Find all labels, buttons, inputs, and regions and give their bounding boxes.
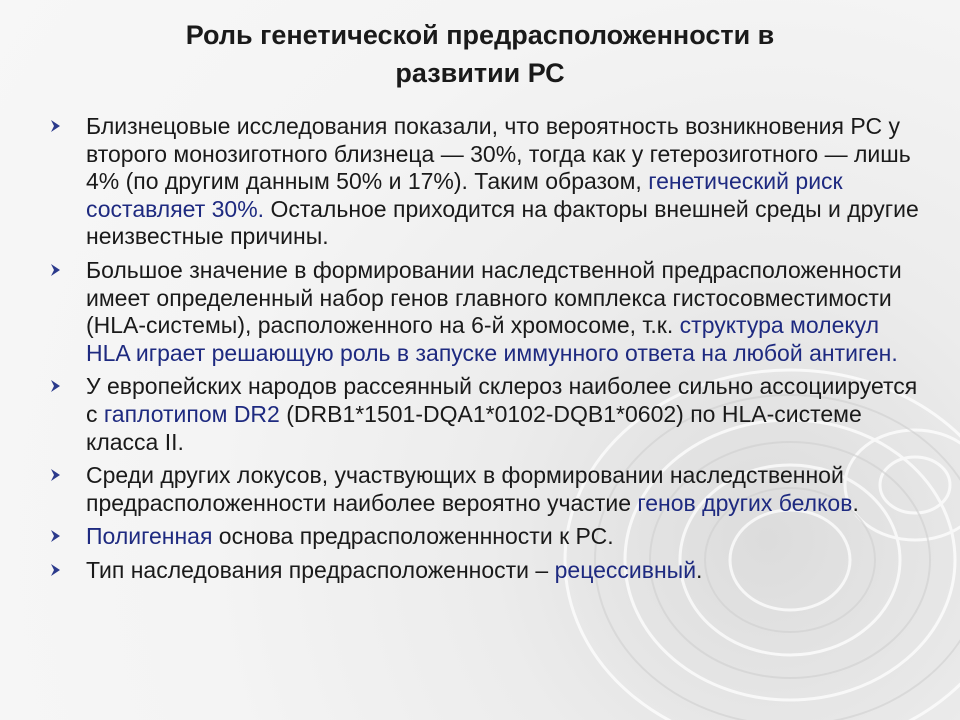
arrow-marker-icon <box>48 563 62 577</box>
bullet-item <box>48 462 928 517</box>
bullet-item <box>48 557 928 585</box>
slide-title-line-2: развитии РС <box>395 58 565 88</box>
bullet-text: . <box>696 556 703 583</box>
bullet-item <box>48 523 928 551</box>
bullet-text: Остальное приходится на факторы внешней среды и другие неизвестные причины. <box>86 195 919 250</box>
bullet-text: Близнецовые исследования показали, что вероятность возникновения РС у второго монозиготного близнеца — 30%, тогда как у гетерозиготного — лишь 4% (по другим данным 50% и 17%). Таким образом, <box>86 113 911 195</box>
highlighted-text: генетический риск составляет 30%. <box>86 168 843 222</box>
slide-title <box>60 16 900 92</box>
bullet-item <box>48 373 928 456</box>
arrow-marker-icon <box>48 263 62 277</box>
bullet-text: основа предрасположеннности к РС. <box>212 523 614 550</box>
bullet-text: . <box>852 489 859 516</box>
arrow-marker-icon <box>48 529 62 543</box>
bullet-item <box>48 113 928 251</box>
highlighted-text: рецессивный <box>554 556 697 583</box>
arrow-marker-icon <box>48 119 62 133</box>
bullet-text: Среди других локусов, участвующих в формировании наследственной предрасположенности наиболее вероятно участие <box>86 462 844 516</box>
arrow-marker-icon <box>48 468 62 482</box>
bullet-text: (DRB1*1501-DQA1*0102-DQB1*0602) по HLA-системе класса II. <box>86 400 862 455</box>
bullet-list <box>48 113 928 591</box>
bullet-text: Тип наследования предрасположенности – <box>86 556 555 583</box>
highlighted-text: генов других белков <box>637 489 853 516</box>
bullet-item <box>48 257 928 367</box>
slide-title-line-1: Роль генетической предрасположенности в <box>185 20 775 50</box>
highlighted-text: Полигенная <box>86 523 213 550</box>
arrow-marker-icon <box>48 379 62 393</box>
bullet-text: Большое значение в формировании наследственной предрасположенности имеет определенный набор генов главного комплекса гистосовместимости (HLA-системы), расположенного на 6-й хромосоме, т.к. <box>86 256 902 339</box>
bullet-text: У европейских народов рассеянный склероз наиболее сильно ассоциируется с <box>86 373 918 427</box>
highlighted-text: гаплотипом DR2 <box>103 400 280 427</box>
highlighted-text: структура молекул HLA играет решающую роль в запуске иммунного ответа на любой антиген. <box>86 312 898 366</box>
